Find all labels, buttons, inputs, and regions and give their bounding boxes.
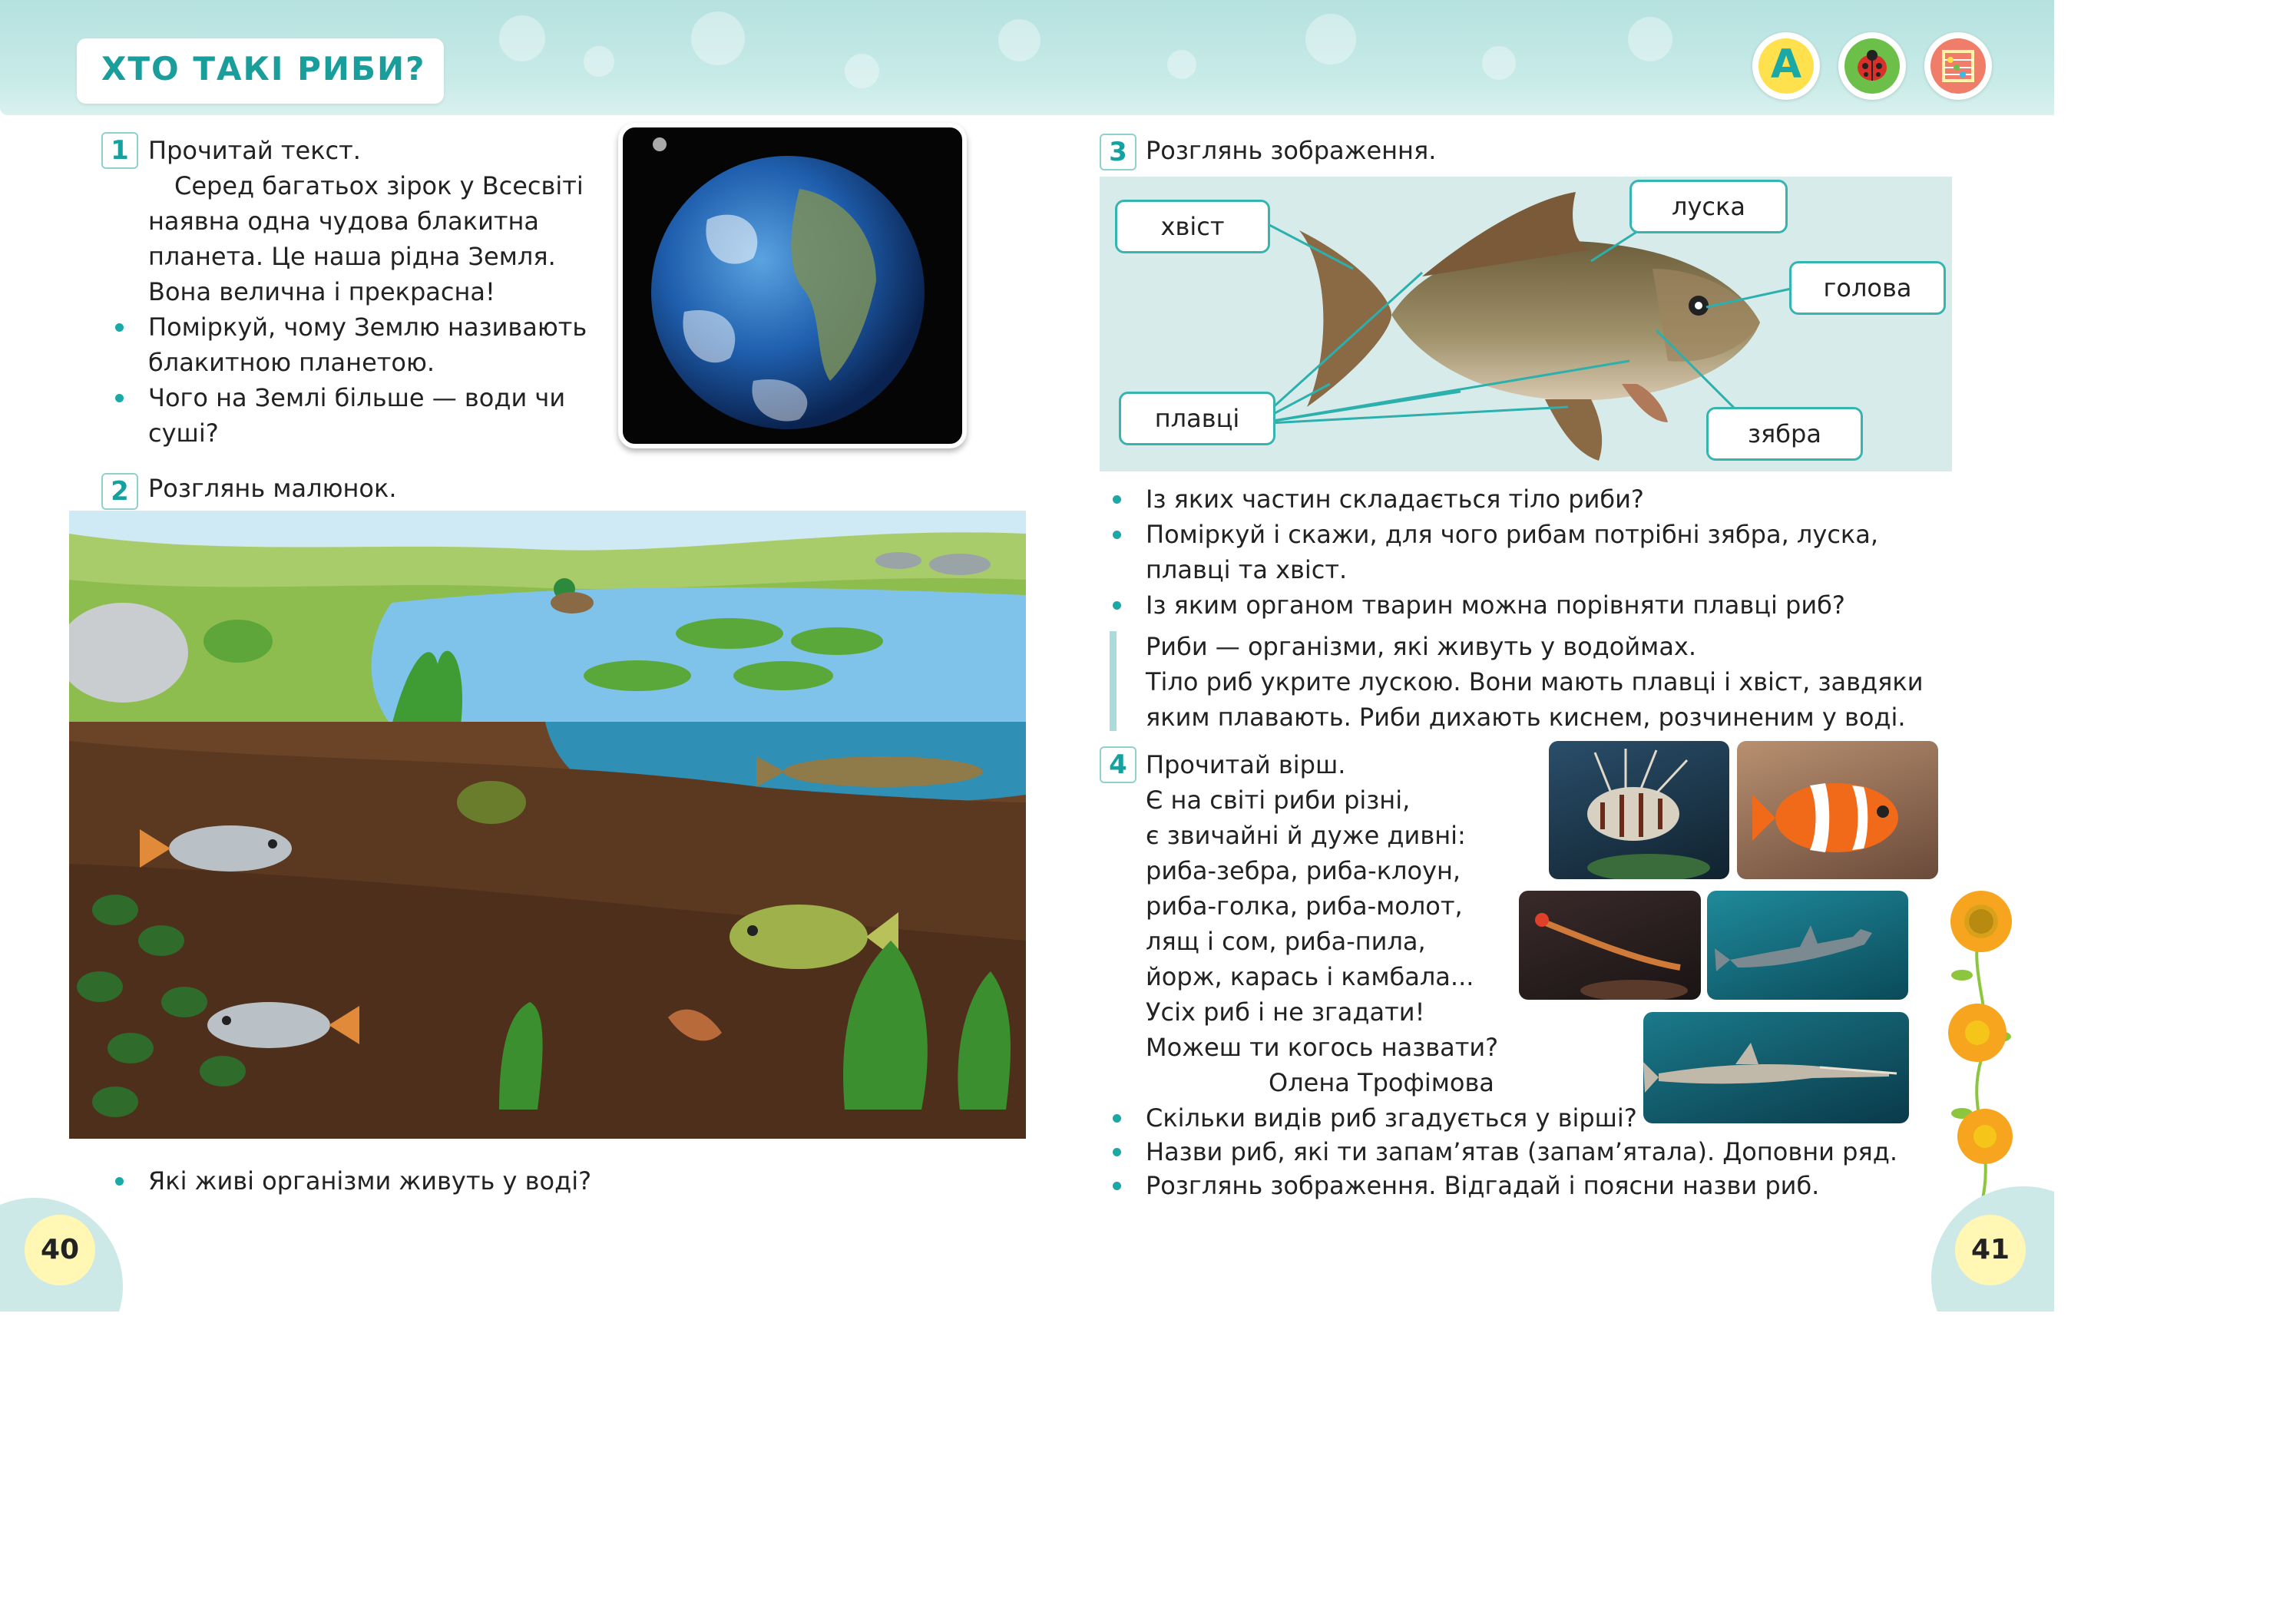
task-4-bullet-2: Назви риб, які ти запам’ятав (запам’ятала). Доповни ряд.: [1146, 1135, 1897, 1169]
task-1-number: 1: [101, 132, 138, 169]
label-tail: хвіст: [1115, 200, 1270, 253]
lionfish-photo: [1549, 741, 1729, 879]
flowers-decoration: [1935, 883, 2027, 1213]
task-1-instruction: Прочитай текст.: [148, 136, 361, 165]
task-3-bullet-3: Із яким органом тварин можна порівняти плавці риб?: [1146, 588, 1845, 623]
task-1-text-line-1: Серед багатьох зірок у Всесвіті: [174, 171, 584, 200]
sawfish-photo: [1643, 1012, 1909, 1123]
label-gills: зябра: [1706, 407, 1863, 461]
poem-line-1: Є на світі риби різні,: [1146, 786, 1411, 815]
task-4-bullet-1: Скільки видів риб згадується у вірші?: [1146, 1101, 1637, 1136]
poem-line-2: є звичайні й дуже дивні:: [1146, 821, 1466, 850]
letter-a-icon-glyph: А: [1770, 41, 1802, 88]
pond-illustration: [69, 511, 1026, 1139]
page-number-right: 41: [1955, 1215, 2026, 1285]
needlefish-photo: [1519, 891, 1701, 1000]
task-1-text-line-3: планета. Це наша рідна Земля.: [148, 242, 556, 271]
abacus-icon[interactable]: [1924, 32, 1992, 100]
info-box-bar: [1110, 631, 1117, 731]
earth-photo: [618, 123, 967, 448]
poem-author: Олена Трофімова: [1269, 1068, 1494, 1097]
poem-line-6: йорж, карась і камбала...: [1146, 962, 1474, 991]
label-head: голова: [1789, 261, 1946, 315]
task-1-bullet-2-line-2: суші?: [148, 418, 219, 448]
poem-line-8: Можеш ти когось назвати?: [1146, 1033, 1499, 1062]
poem-line-7: Усіх риб і не згадати!: [1146, 997, 1425, 1027]
label-scales: луска: [1629, 180, 1788, 233]
task-1-bullet-2-line-1: Чого на Землі більше — води чи: [148, 381, 565, 415]
task-3-instruction: Розглянь зображення.: [1146, 136, 1437, 165]
info-line-1: Риби — організми, які живуть у водоймах.: [1146, 632, 1697, 661]
task-3-bullet-2-line-1: Поміркуй і скажи, для чого рибам потрібні зябра, луска,: [1146, 518, 1878, 552]
task-2-number: 2: [101, 473, 138, 510]
poem-line-4: риба-голка, риба-молот,: [1146, 891, 1463, 921]
page-title: ХТО ТАКІ РИБИ?: [101, 50, 426, 88]
task-1-bullet-1-line-2: блакитною планетою.: [148, 348, 435, 377]
task-3-number: 3: [1100, 134, 1136, 170]
task-1-text-line-4: Вона велична і прекрасна!: [148, 277, 495, 306]
fish-diagram: [1100, 177, 1952, 471]
page-number-left: 40: [25, 1215, 95, 1285]
task-4-bullet-3: Розглянь зображення. Відгадай і поясни назви риб.: [1146, 1169, 1819, 1203]
clownfish-photo: [1737, 741, 1938, 879]
info-line-3: яким плавають. Риби дихають киснем, розчиненим у воді.: [1146, 703, 1906, 732]
task-3-bullet-1: Із яких частин складається тіло риби?: [1146, 482, 1644, 517]
hammerhead-photo: [1707, 891, 1908, 1000]
ladybug-icon[interactable]: [1838, 32, 1906, 100]
task-2-question: Які живі організми живуть у воді?: [148, 1164, 591, 1199]
task-1-text-line-2: наявна одна чудова блакитна: [148, 207, 540, 236]
info-line-2: Тіло риб укрите лускою. Вони мають плавці і хвіст, завдяки: [1146, 667, 1924, 696]
label-fins: плавці: [1119, 392, 1275, 445]
task-3-bullet-2-line-2: плавці та хвіст.: [1146, 555, 1348, 584]
task-4-instruction: Прочитай вірш.: [1146, 750, 1346, 779]
task-1-bullet-1-line-1: Поміркуй, чому Землю називають: [148, 310, 587, 345]
poem-line-3: риба-зебра, риба-клоун,: [1146, 856, 1461, 885]
letter-a-icon[interactable]: [1752, 32, 1820, 100]
task-2-instruction: Розглянь малюнок.: [148, 474, 397, 503]
task-4-number: 4: [1100, 746, 1136, 783]
poem-line-5: лящ і сом, риба-пила,: [1146, 927, 1426, 956]
